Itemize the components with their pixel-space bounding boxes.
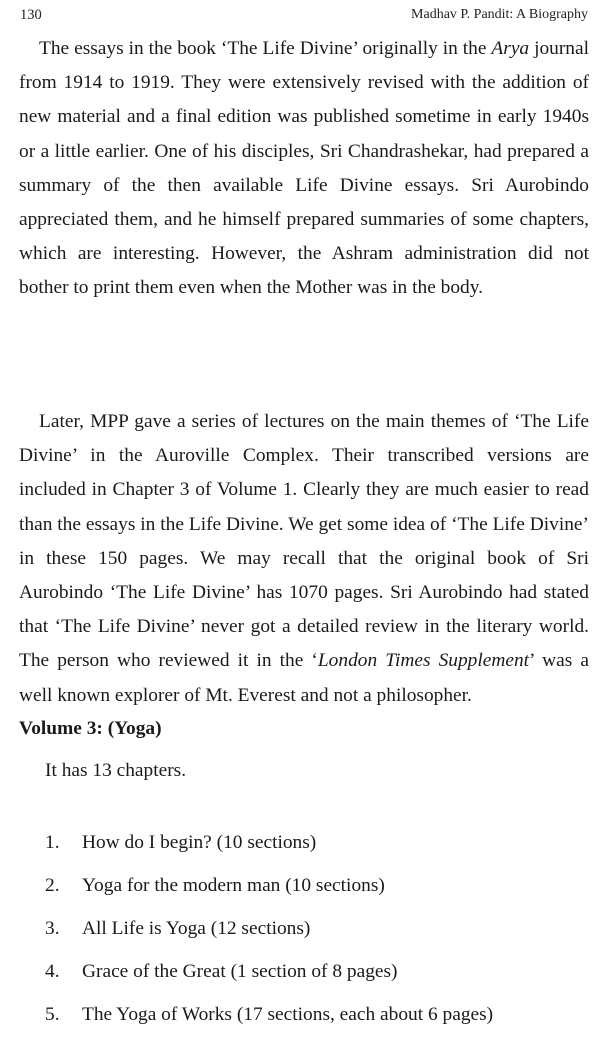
list-number: 3. [45, 918, 60, 939]
running-title: Madhav P. Pandit: A Biography [411, 7, 588, 22]
text-segment: The essays in the book ‘The Life Divine’ originally in the [39, 38, 492, 59]
list-item [45, 828, 493, 871]
list-item [45, 914, 493, 957]
list-item [45, 871, 493, 914]
list-text: Yoga for the modern man (10 sections) [82, 875, 385, 896]
text-segment: ’ was a well known explorer of Mt. Everest and not a philosopher. [19, 650, 589, 706]
section-heading: Volume 3: (Yoga) [19, 718, 162, 739]
list-item [45, 957, 493, 1000]
page-header [20, 4, 588, 26]
text-segment: Later, MPP gave a series of lectures on the main themes of ‘The Life Divine’ in the Auroville Complex. Their transcribed versions are included in Chapter 3 of Volume 1. Clearly they are much easier to read than the essays in the Life Divine. We get some idea of ‘The Life Divine’ in these 150 pages. We may recall that the original book of Sri Aurobindo ‘The Life Divine’ has 1070 pages. Sri Aurobindo had stated that ‘The Life Divine’ never got a detailed review in the literary world. The person who reviewed it in the ‘ [19, 411, 589, 672]
chapter-list [45, 828, 493, 1043]
list-text: All Life is Yoga (12 sections) [82, 918, 311, 939]
list-number: 4. [45, 961, 60, 982]
list-number: 2. [45, 875, 60, 896]
list-number: 5. [45, 1004, 60, 1025]
paragraph-mpp-lectures [19, 405, 589, 713]
paragraph-life-divine-essays [19, 32, 589, 306]
page-number: 130 [20, 6, 42, 23]
italic-arya: Arya [491, 38, 530, 59]
section-intro: It has 13 chapters. [45, 760, 187, 781]
list-item [45, 1000, 493, 1043]
italic-london-times: London Times Supplement [317, 650, 530, 672]
list-text: The Yoga of Works (17 sections, each about 6 pages) [82, 1004, 494, 1025]
text-segment: journal from 1914 to 1919. They were extensively revised with the addition of new material and a final edition was published sometime in early 1940s or a little earlier. One of his disciples, Sri Chandrashekar, had prepared a summary of the then available Life Divine essays. Sri Aurobindo appreciated them, and he himself prepared summaries of some chapters, which are interesting. However, the Ashram administration did not bother to print them even when the Mother was in the body. [19, 38, 589, 299]
list-number: 1. [45, 832, 60, 853]
list-text: How do I begin? (10 sections) [82, 832, 317, 853]
list-text: Grace of the Great (1 section of 8 pages) [82, 961, 398, 982]
